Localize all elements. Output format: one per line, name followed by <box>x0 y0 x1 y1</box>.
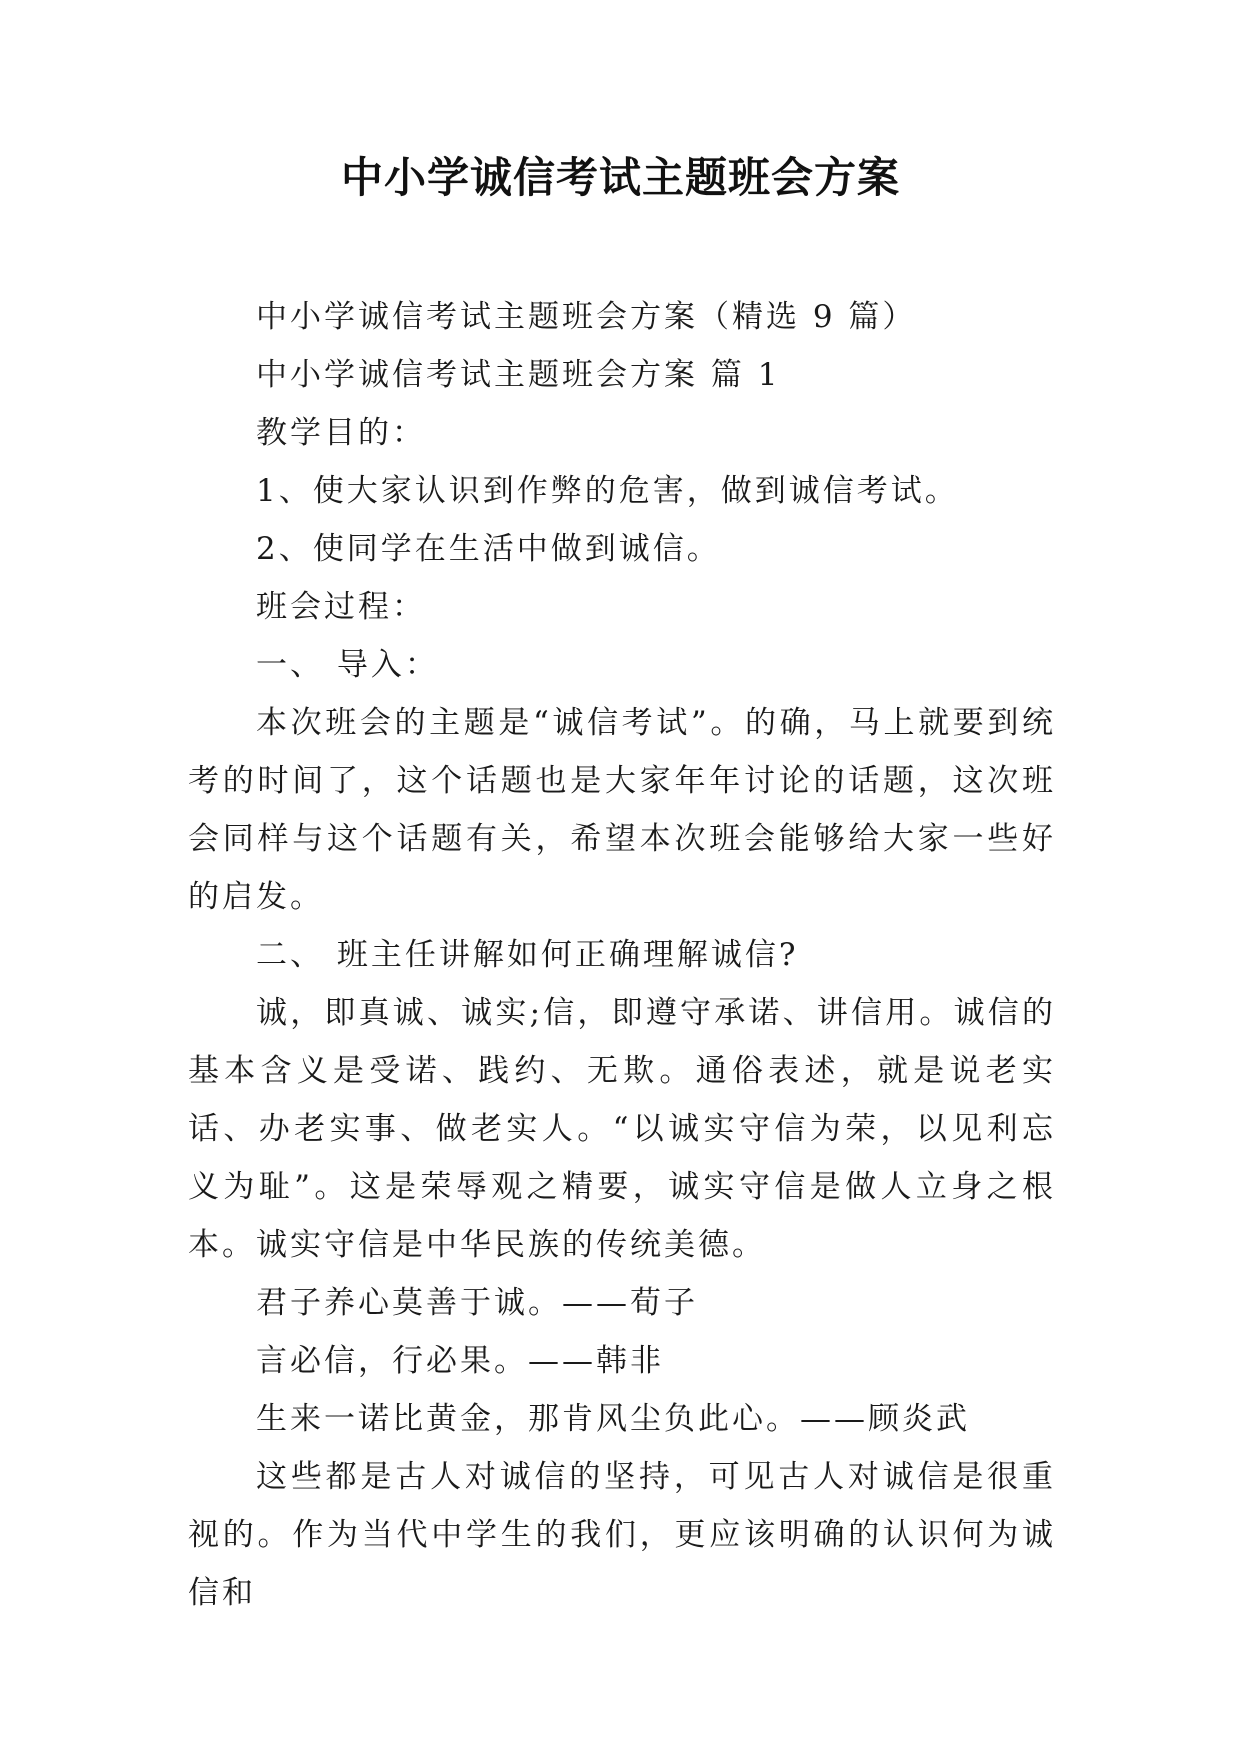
paragraph-quote-guyanwu: 生来一诺比黄金，那肯风尘负此心。——顾炎武 <box>256 1401 970 1437</box>
paragraph-conclusion: 这些都是古人对诚信的坚持，可见古人对诚信是很重视的。作为当代中学生的我们，更应该明确的认识何为诚信和 <box>188 1459 1056 1611</box>
paragraph-quote-xunzi: 君子养心莫善于诚。——荀子 <box>256 1285 698 1321</box>
paragraph-quote-hanfei: 言必信，行必果。——韩非 <box>256 1343 664 1379</box>
paragraph-subtitle: 中小学诚信考试主题班会方案（精选 9 篇） <box>256 299 917 335</box>
document-body <box>188 288 1056 1622</box>
paragraph-introduction: 本次班会的主题是“诚信考试”。的确，马上就要到统考的时间了，这个话题也是大家年年讨论的话题，这次班会同样与这个话题有关，希望本次班会能够给大家一些好的启发。 <box>188 705 1056 915</box>
paragraph-goal-1: 1、使大家认识到作弊的危害，做到诚信考试。 <box>256 473 959 509</box>
paragraph-integrity-explanation: 诚，即真诚、诚实;信，即遵守承诺、讲信用。诚信的基本含义是受诺、践约、无欺。通俗表述，就是说老实话、办老实事、做老实人。“以诚实守信为荣，以见利忘义为耻”。这是荣辱观之精要，诚实守信是做人立身之根本。诚实守信是中华民族的传统美德。 <box>188 995 1056 1263</box>
paragraph-part-2-heading: 二、 班主任讲解如何正确理解诚信? <box>256 937 799 973</box>
paragraph-part-1-heading: 一、 导入： <box>256 647 439 683</box>
document-title: 中小学诚信考试主题班会方案 <box>340 153 900 202</box>
paragraph-teaching-goals-heading: 教学目的： <box>256 415 426 451</box>
paragraph-process-heading: 班会过程： <box>256 589 426 625</box>
paragraph-section-heading: 中小学诚信考试主题班会方案 篇 1 <box>256 357 781 393</box>
paragraph-goal-2: 2、使同学在生活中做到诚信。 <box>256 531 721 567</box>
